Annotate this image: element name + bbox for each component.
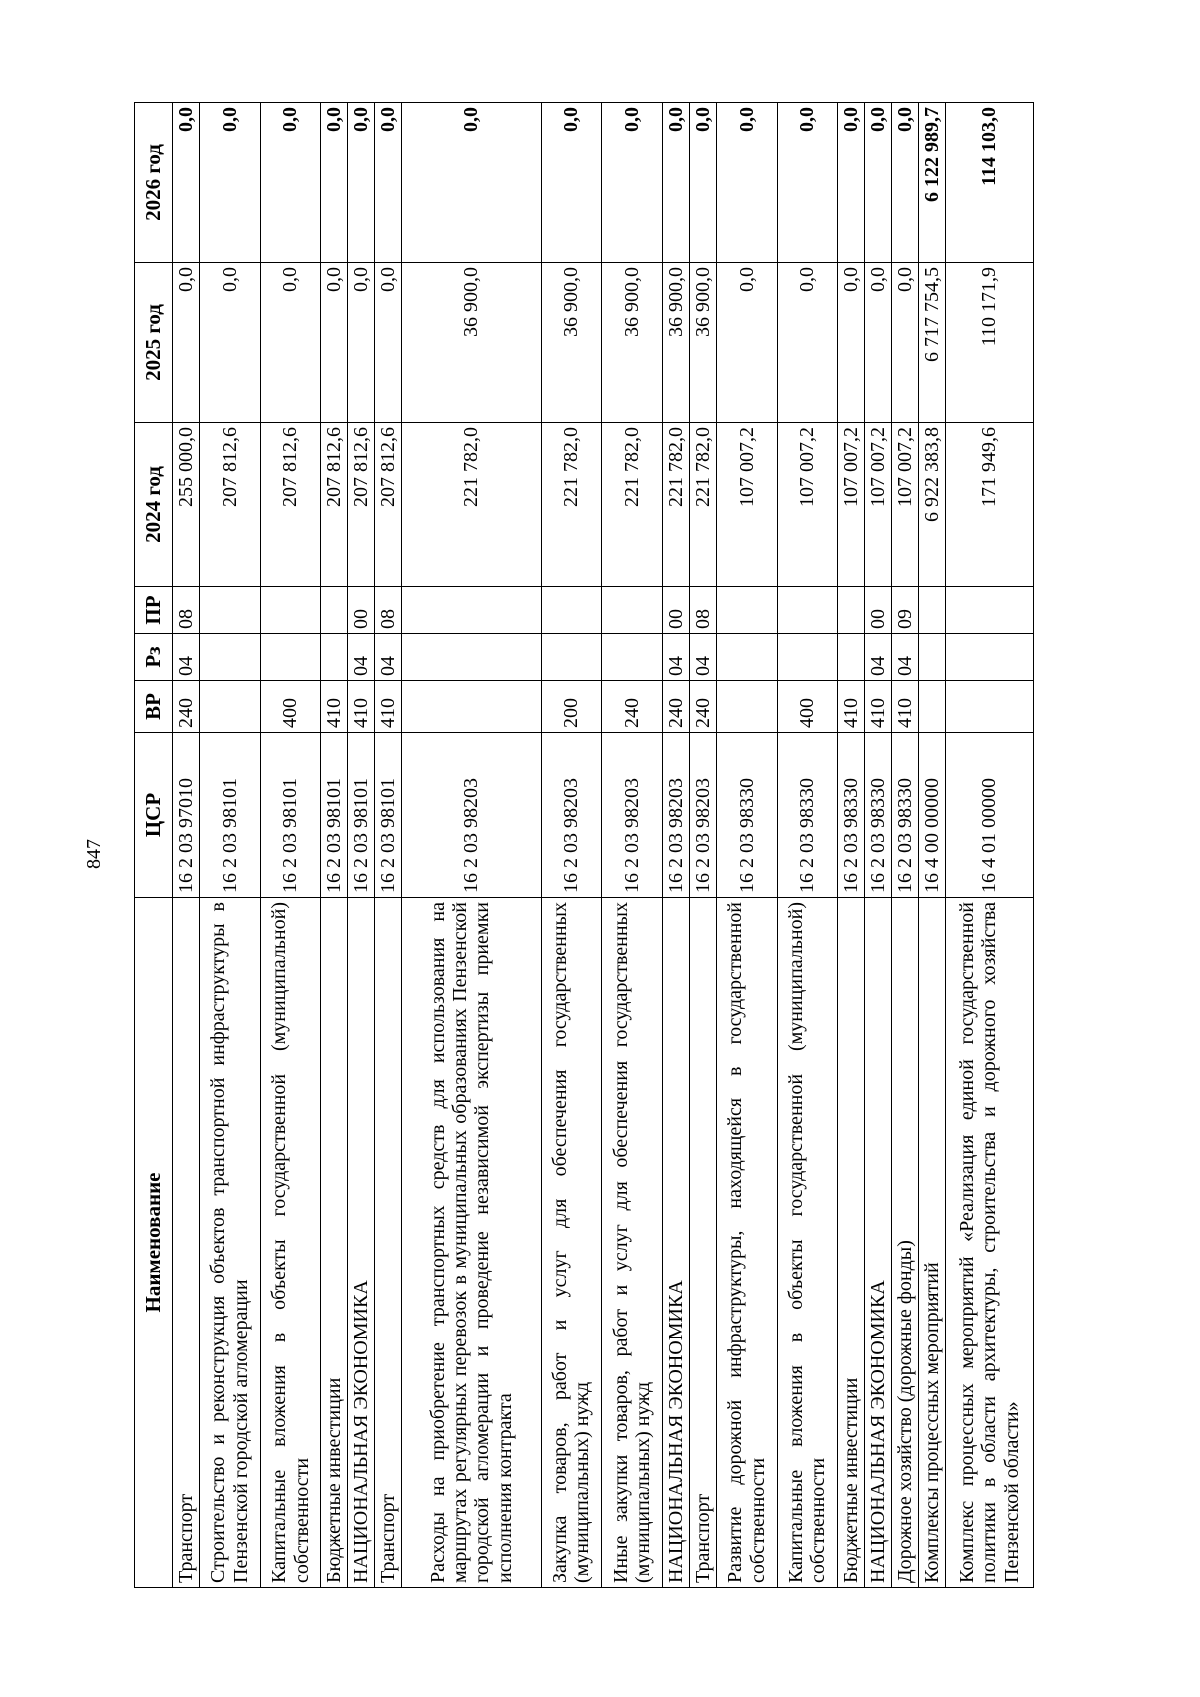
cell-y2024: 255 000,0 xyxy=(173,423,200,587)
table-row xyxy=(865,103,892,1588)
cell-rz xyxy=(541,634,602,681)
cell-vr xyxy=(402,681,541,733)
table-header-row xyxy=(135,103,173,1588)
cell-pr: 08 xyxy=(173,587,200,634)
cell-name: Комплекс процессных мероприятий «Реализация единой государственной политики в области архитектуры, строительства и дорожного хозяйства Пензенской области» xyxy=(946,898,1034,1588)
cell-pr xyxy=(260,587,321,634)
cell-y2026: 0,0 xyxy=(375,103,402,263)
cell-y2025: 110 171,9 xyxy=(946,263,1034,423)
cell-csr: 16 2 03 98330 xyxy=(716,733,777,898)
cell-csr: 16 2 03 98101 xyxy=(321,733,348,898)
cell-name: Иные закупки товаров, работ и услуг для обеспечения государственных (муниципальных) нужд xyxy=(602,898,663,1588)
cell-y2025: 6 717 754,5 xyxy=(919,263,946,423)
cell-rz: 04 xyxy=(348,634,375,681)
cell-rz: 04 xyxy=(689,634,716,681)
cell-vr: 410 xyxy=(321,681,348,733)
cell-y2026: 0,0 xyxy=(173,103,200,263)
table-row xyxy=(838,103,865,1588)
cell-y2024: 207 812,6 xyxy=(375,423,402,587)
cell-pr xyxy=(402,587,541,634)
cell-csr: 16 2 03 97010 xyxy=(173,733,200,898)
cell-vr xyxy=(946,681,1034,733)
cell-name: Бюджетные инвестиции xyxy=(838,898,865,1588)
header-name: Наименование xyxy=(135,898,173,1588)
table-row xyxy=(689,103,716,1588)
cell-vr: 240 xyxy=(689,681,716,733)
cell-y2024: 6 922 383,8 xyxy=(919,423,946,587)
cell-y2025: 0,0 xyxy=(260,263,321,423)
cell-csr: 16 2 03 98101 xyxy=(348,733,375,898)
table-row xyxy=(321,103,348,1588)
cell-pr: 00 xyxy=(348,587,375,634)
cell-name: Капитальные вложения в объекты государственной (муниципальной) собственности xyxy=(777,898,838,1588)
cell-pr xyxy=(777,587,838,634)
cell-pr: 00 xyxy=(865,587,892,634)
table-row xyxy=(777,103,838,1588)
header-2024: 2024 год xyxy=(135,423,173,587)
cell-name: Строительство и реконструкция объектов транспортной инфраструктуры в Пензенской городской агломерации xyxy=(199,898,260,1588)
cell-pr: 00 xyxy=(663,587,690,634)
table-row xyxy=(173,103,200,1588)
cell-pr xyxy=(541,587,602,634)
cell-y2026: 0,0 xyxy=(892,103,919,263)
cell-pr xyxy=(838,587,865,634)
cell-vr: 400 xyxy=(260,681,321,733)
table-row xyxy=(541,103,602,1588)
cell-y2026: 114 103,0 xyxy=(946,103,1034,263)
cell-vr: 410 xyxy=(892,681,919,733)
cell-name: НАЦИОНАЛЬНАЯ ЭКОНОМИКА xyxy=(348,898,375,1588)
cell-y2026: 0,0 xyxy=(663,103,690,263)
cell-y2025: 0,0 xyxy=(892,263,919,423)
cell-rz xyxy=(838,634,865,681)
cell-pr xyxy=(919,587,946,634)
cell-y2026: 0,0 xyxy=(865,103,892,263)
cell-y2024: 107 007,2 xyxy=(838,423,865,587)
cell-y2024: 107 007,2 xyxy=(865,423,892,587)
cell-vr: 410 xyxy=(375,681,402,733)
table-row xyxy=(375,103,402,1588)
cell-rz xyxy=(946,634,1034,681)
cell-vr xyxy=(716,681,777,733)
cell-name: Развитие дорожной инфраструктуры, находящейся в государственной собственности xyxy=(716,898,777,1588)
table-row xyxy=(946,103,1034,1588)
table-body xyxy=(173,103,1034,1588)
cell-y2025: 0,0 xyxy=(321,263,348,423)
table-row xyxy=(716,103,777,1588)
cell-y2025: 0,0 xyxy=(777,263,838,423)
cell-y2025: 0,0 xyxy=(348,263,375,423)
cell-rz: 04 xyxy=(173,634,200,681)
cell-y2025: 0,0 xyxy=(375,263,402,423)
cell-name: НАЦИОНАЛЬНАЯ ЭКОНОМИКА xyxy=(663,898,690,1588)
cell-name: Расходы на приобретение транспортных средств для использования на маршрутах регулярных перевозок в муниципальных образованиях Пензенской городской агломерации и проведение независимой экспертизы приемки исполнения контракта xyxy=(402,898,541,1588)
cell-y2024: 221 782,0 xyxy=(602,423,663,587)
cell-csr: 16 2 03 98203 xyxy=(541,733,602,898)
cell-pr xyxy=(199,587,260,634)
cell-csr: 16 2 03 98101 xyxy=(375,733,402,898)
cell-y2024: 171 949,6 xyxy=(946,423,1034,587)
cell-y2024: 107 007,2 xyxy=(777,423,838,587)
page-number: 847 xyxy=(83,839,105,869)
cell-y2024: 207 812,6 xyxy=(260,423,321,587)
cell-y2026: 0,0 xyxy=(541,103,602,263)
cell-rz xyxy=(919,634,946,681)
cell-y2026: 0,0 xyxy=(260,103,321,263)
cell-csr: 16 4 01 00000 xyxy=(946,733,1034,898)
table-row xyxy=(663,103,690,1588)
cell-csr: 16 2 03 98203 xyxy=(663,733,690,898)
cell-name: Комплексы процессных мероприятий xyxy=(919,898,946,1588)
cell-vr xyxy=(919,681,946,733)
cell-csr: 16 2 03 98203 xyxy=(689,733,716,898)
cell-y2026: 0,0 xyxy=(689,103,716,263)
cell-y2026: 0,0 xyxy=(716,103,777,263)
cell-name: НАЦИОНАЛЬНАЯ ЭКОНОМИКА xyxy=(865,898,892,1588)
cell-y2024: 221 782,0 xyxy=(402,423,541,587)
header-csr: ЦСР xyxy=(135,733,173,898)
cell-y2025: 36 900,0 xyxy=(602,263,663,423)
cell-name: Дорожное хозяйство (дорожные фонды) xyxy=(892,898,919,1588)
cell-y2025: 36 900,0 xyxy=(663,263,690,423)
rotated-table-container xyxy=(134,103,1034,1588)
cell-y2025: 36 900,0 xyxy=(689,263,716,423)
cell-y2026: 6 122 989,7 xyxy=(919,103,946,263)
cell-name: Бюджетные инвестиции xyxy=(321,898,348,1588)
cell-y2024: 207 812,6 xyxy=(199,423,260,587)
cell-y2025: 0,0 xyxy=(199,263,260,423)
table-row xyxy=(892,103,919,1588)
cell-pr xyxy=(602,587,663,634)
cell-rz: 04 xyxy=(865,634,892,681)
cell-y2026: 0,0 xyxy=(777,103,838,263)
cell-vr: 240 xyxy=(663,681,690,733)
cell-y2026: 0,0 xyxy=(838,103,865,263)
cell-vr: 410 xyxy=(348,681,375,733)
cell-y2024: 107 007,2 xyxy=(892,423,919,587)
cell-name: Капитальные вложения в объекты государственной (муниципальной) собственности xyxy=(260,898,321,1588)
header-2025: 2025 год xyxy=(135,263,173,423)
cell-y2024: 221 782,0 xyxy=(541,423,602,587)
header-vr: ВР xyxy=(135,681,173,733)
cell-rz: 04 xyxy=(663,634,690,681)
cell-vr: 410 xyxy=(838,681,865,733)
table-row xyxy=(260,103,321,1588)
cell-y2024: 107 007,2 xyxy=(716,423,777,587)
cell-y2024: 207 812,6 xyxy=(321,423,348,587)
cell-csr: 16 2 03 98330 xyxy=(777,733,838,898)
cell-rz xyxy=(321,634,348,681)
table-row xyxy=(348,103,375,1588)
cell-y2024: 207 812,6 xyxy=(348,423,375,587)
cell-pr: 09 xyxy=(892,587,919,634)
table-row xyxy=(602,103,663,1588)
cell-rz xyxy=(777,634,838,681)
cell-pr: 08 xyxy=(689,587,716,634)
cell-pr xyxy=(716,587,777,634)
cell-pr xyxy=(946,587,1034,634)
header-rz: Рз xyxy=(135,634,173,681)
cell-pr xyxy=(321,587,348,634)
cell-y2026: 0,0 xyxy=(602,103,663,263)
header-pr: ПР xyxy=(135,587,173,634)
cell-csr: 16 2 03 98330 xyxy=(892,733,919,898)
cell-csr: 16 4 00 00000 xyxy=(919,733,946,898)
cell-rz xyxy=(402,634,541,681)
table-row xyxy=(199,103,260,1588)
cell-pr: 08 xyxy=(375,587,402,634)
cell-csr: 16 2 03 98101 xyxy=(199,733,260,898)
cell-y2025: 0,0 xyxy=(838,263,865,423)
table-row xyxy=(402,103,541,1588)
budget-table xyxy=(134,102,1034,1588)
cell-rz xyxy=(260,634,321,681)
cell-rz xyxy=(602,634,663,681)
cell-csr: 16 2 03 98330 xyxy=(838,733,865,898)
cell-y2025: 36 900,0 xyxy=(402,263,541,423)
cell-name: Транспорт xyxy=(689,898,716,1588)
cell-vr: 410 xyxy=(865,681,892,733)
cell-y2024: 221 782,0 xyxy=(663,423,690,587)
cell-csr: 16 2 03 98203 xyxy=(602,733,663,898)
cell-y2026: 0,0 xyxy=(199,103,260,263)
cell-y2025: 36 900,0 xyxy=(541,263,602,423)
cell-csr: 16 2 03 98203 xyxy=(402,733,541,898)
cell-vr xyxy=(199,681,260,733)
table-row xyxy=(919,103,946,1588)
cell-y2024: 221 782,0 xyxy=(689,423,716,587)
cell-name: Закупка товаров, работ и услуг для обеспечения государственных (муниципальных) нужд xyxy=(541,898,602,1588)
cell-y2025: 0,0 xyxy=(865,263,892,423)
cell-vr: 240 xyxy=(173,681,200,733)
cell-rz: 04 xyxy=(892,634,919,681)
cell-vr: 200 xyxy=(541,681,602,733)
cell-vr: 400 xyxy=(777,681,838,733)
cell-name: Транспорт xyxy=(173,898,200,1588)
cell-y2026: 0,0 xyxy=(321,103,348,263)
header-2026: 2026 год xyxy=(135,103,173,263)
cell-y2025: 0,0 xyxy=(173,263,200,423)
cell-rz xyxy=(716,634,777,681)
cell-y2026: 0,0 xyxy=(348,103,375,263)
cell-name: Транспорт xyxy=(375,898,402,1588)
cell-y2026: 0,0 xyxy=(402,103,541,263)
cell-y2025: 0,0 xyxy=(716,263,777,423)
cell-rz xyxy=(199,634,260,681)
cell-rz: 04 xyxy=(375,634,402,681)
cell-csr: 16 2 03 98330 xyxy=(865,733,892,898)
cell-vr: 240 xyxy=(602,681,663,733)
cell-csr: 16 2 03 98101 xyxy=(260,733,321,898)
